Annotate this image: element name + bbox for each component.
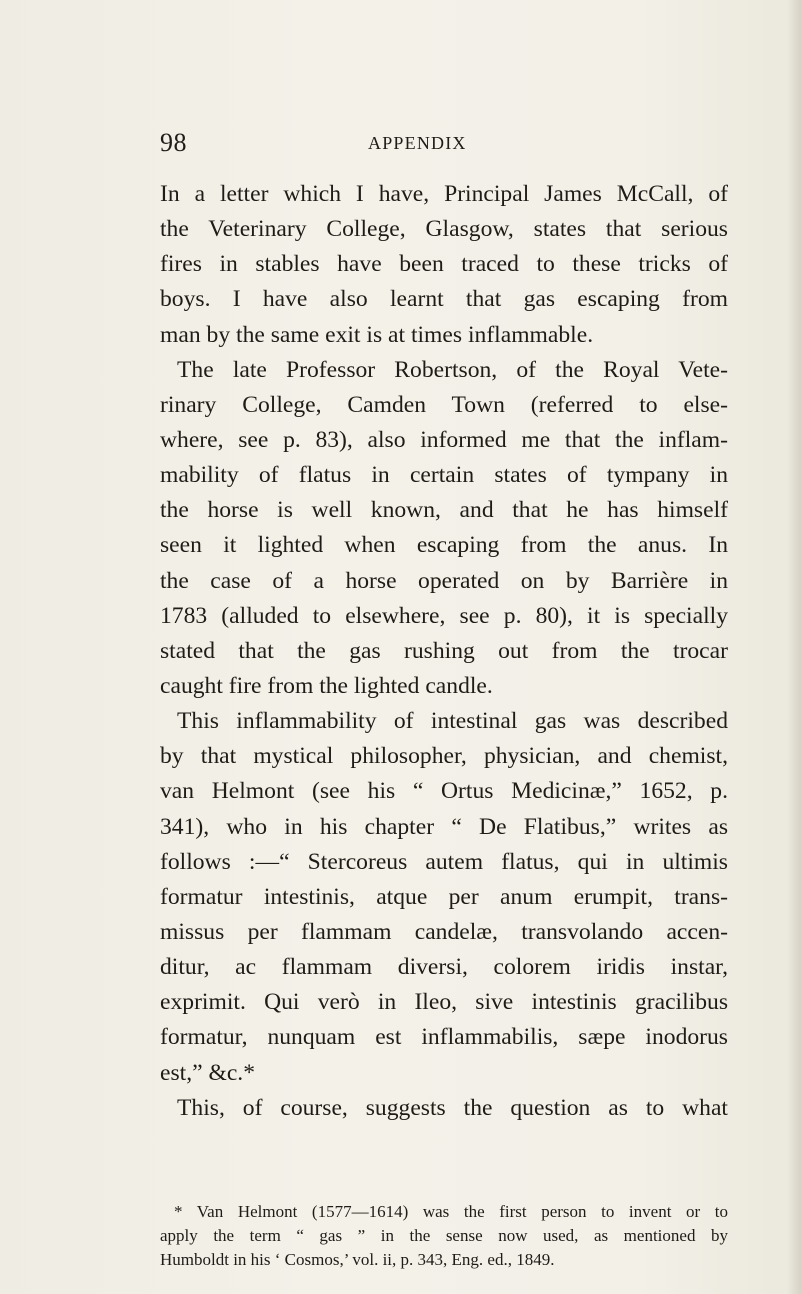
body-line: where, see p. 83), also informed me that the inflam-	[160, 426, 728, 453]
body-line: formatur, nunquam est inflammabilis, sæpe inodorus	[160, 1024, 728, 1051]
body-line: follows :—“ Stercoreus autem flatus, qui in ultimis	[160, 848, 728, 875]
body-line: boys. I have also learnt that gas escaping from	[160, 286, 728, 313]
body-line: the Veterinary College, Glasgow, states that serious	[160, 216, 728, 243]
page-number: 98	[160, 128, 187, 157]
footnote-line: apply the term “ gas ” in the sense now used, as mentioned by	[160, 1226, 728, 1245]
body-line: missus per flammam candelæ, transvolando accen-	[160, 918, 728, 945]
body-line: The late Professor Robertson, of the Royal Vete-	[177, 356, 728, 383]
body-line: van Helmont (see his “ Ortus Medicinæ,” 1652, p.	[160, 778, 728, 805]
body-text	[160, 177, 728, 1126]
footnote	[160, 1200, 728, 1272]
footnote-line: * Van Helmont (1577—1614) was the first person to invent or to	[174, 1202, 728, 1221]
body-line: This inflammability of intestinal gas was described	[177, 708, 728, 735]
running-head: APPENDIX	[368, 133, 467, 153]
body-line: 341), who in his chapter “ De Flatibus,” writes as	[160, 813, 728, 840]
body-line: formatur intestinis, atque per anum erumpit, trans-	[160, 883, 728, 910]
body-line: exprimit. Qui verò in Ileo, sive intestinis gracilibus	[160, 989, 728, 1016]
body-line: This, of course, suggests the question as to what	[177, 1094, 728, 1121]
page-header	[160, 128, 730, 168]
body-line: the horse is well known, and that he has himself	[160, 497, 728, 524]
body-line: caught fire from the lighted candle.	[160, 672, 493, 699]
body-line: stated that the gas rushing out from the trocar	[160, 637, 728, 664]
body-line: est,” &c.*	[160, 1059, 255, 1086]
footnote-line: Humboldt in his ‘ Cosmos,’ vol. ii, p. 343, Eng. ed., 1849.	[160, 1250, 555, 1269]
body-line: mability of flatus in certain states of tympany in	[160, 462, 728, 489]
body-line: rinary College, Camden Town (referred to else-	[160, 391, 728, 418]
body-line: seen it lighted when escaping from the anus. In	[160, 532, 728, 559]
body-line: ditur, ac flammam diversi, colorem iridis instar,	[160, 954, 728, 981]
body-line: fires in stables have been traced to these tricks of	[160, 251, 728, 278]
body-line: the case of a horse operated on by Barrière in	[160, 567, 728, 594]
body-line: by that mystical philosopher, physician, and chemist,	[160, 743, 728, 770]
body-line: 1783 (alluded to elsewhere, see p. 80), it is specially	[160, 602, 728, 629]
body-line: In a letter which I have, Principal James McCall, of	[160, 181, 728, 207]
page-edge-shadow	[787, 0, 801, 1294]
body-line: man by the same exit is at times inflammable.	[160, 321, 594, 348]
